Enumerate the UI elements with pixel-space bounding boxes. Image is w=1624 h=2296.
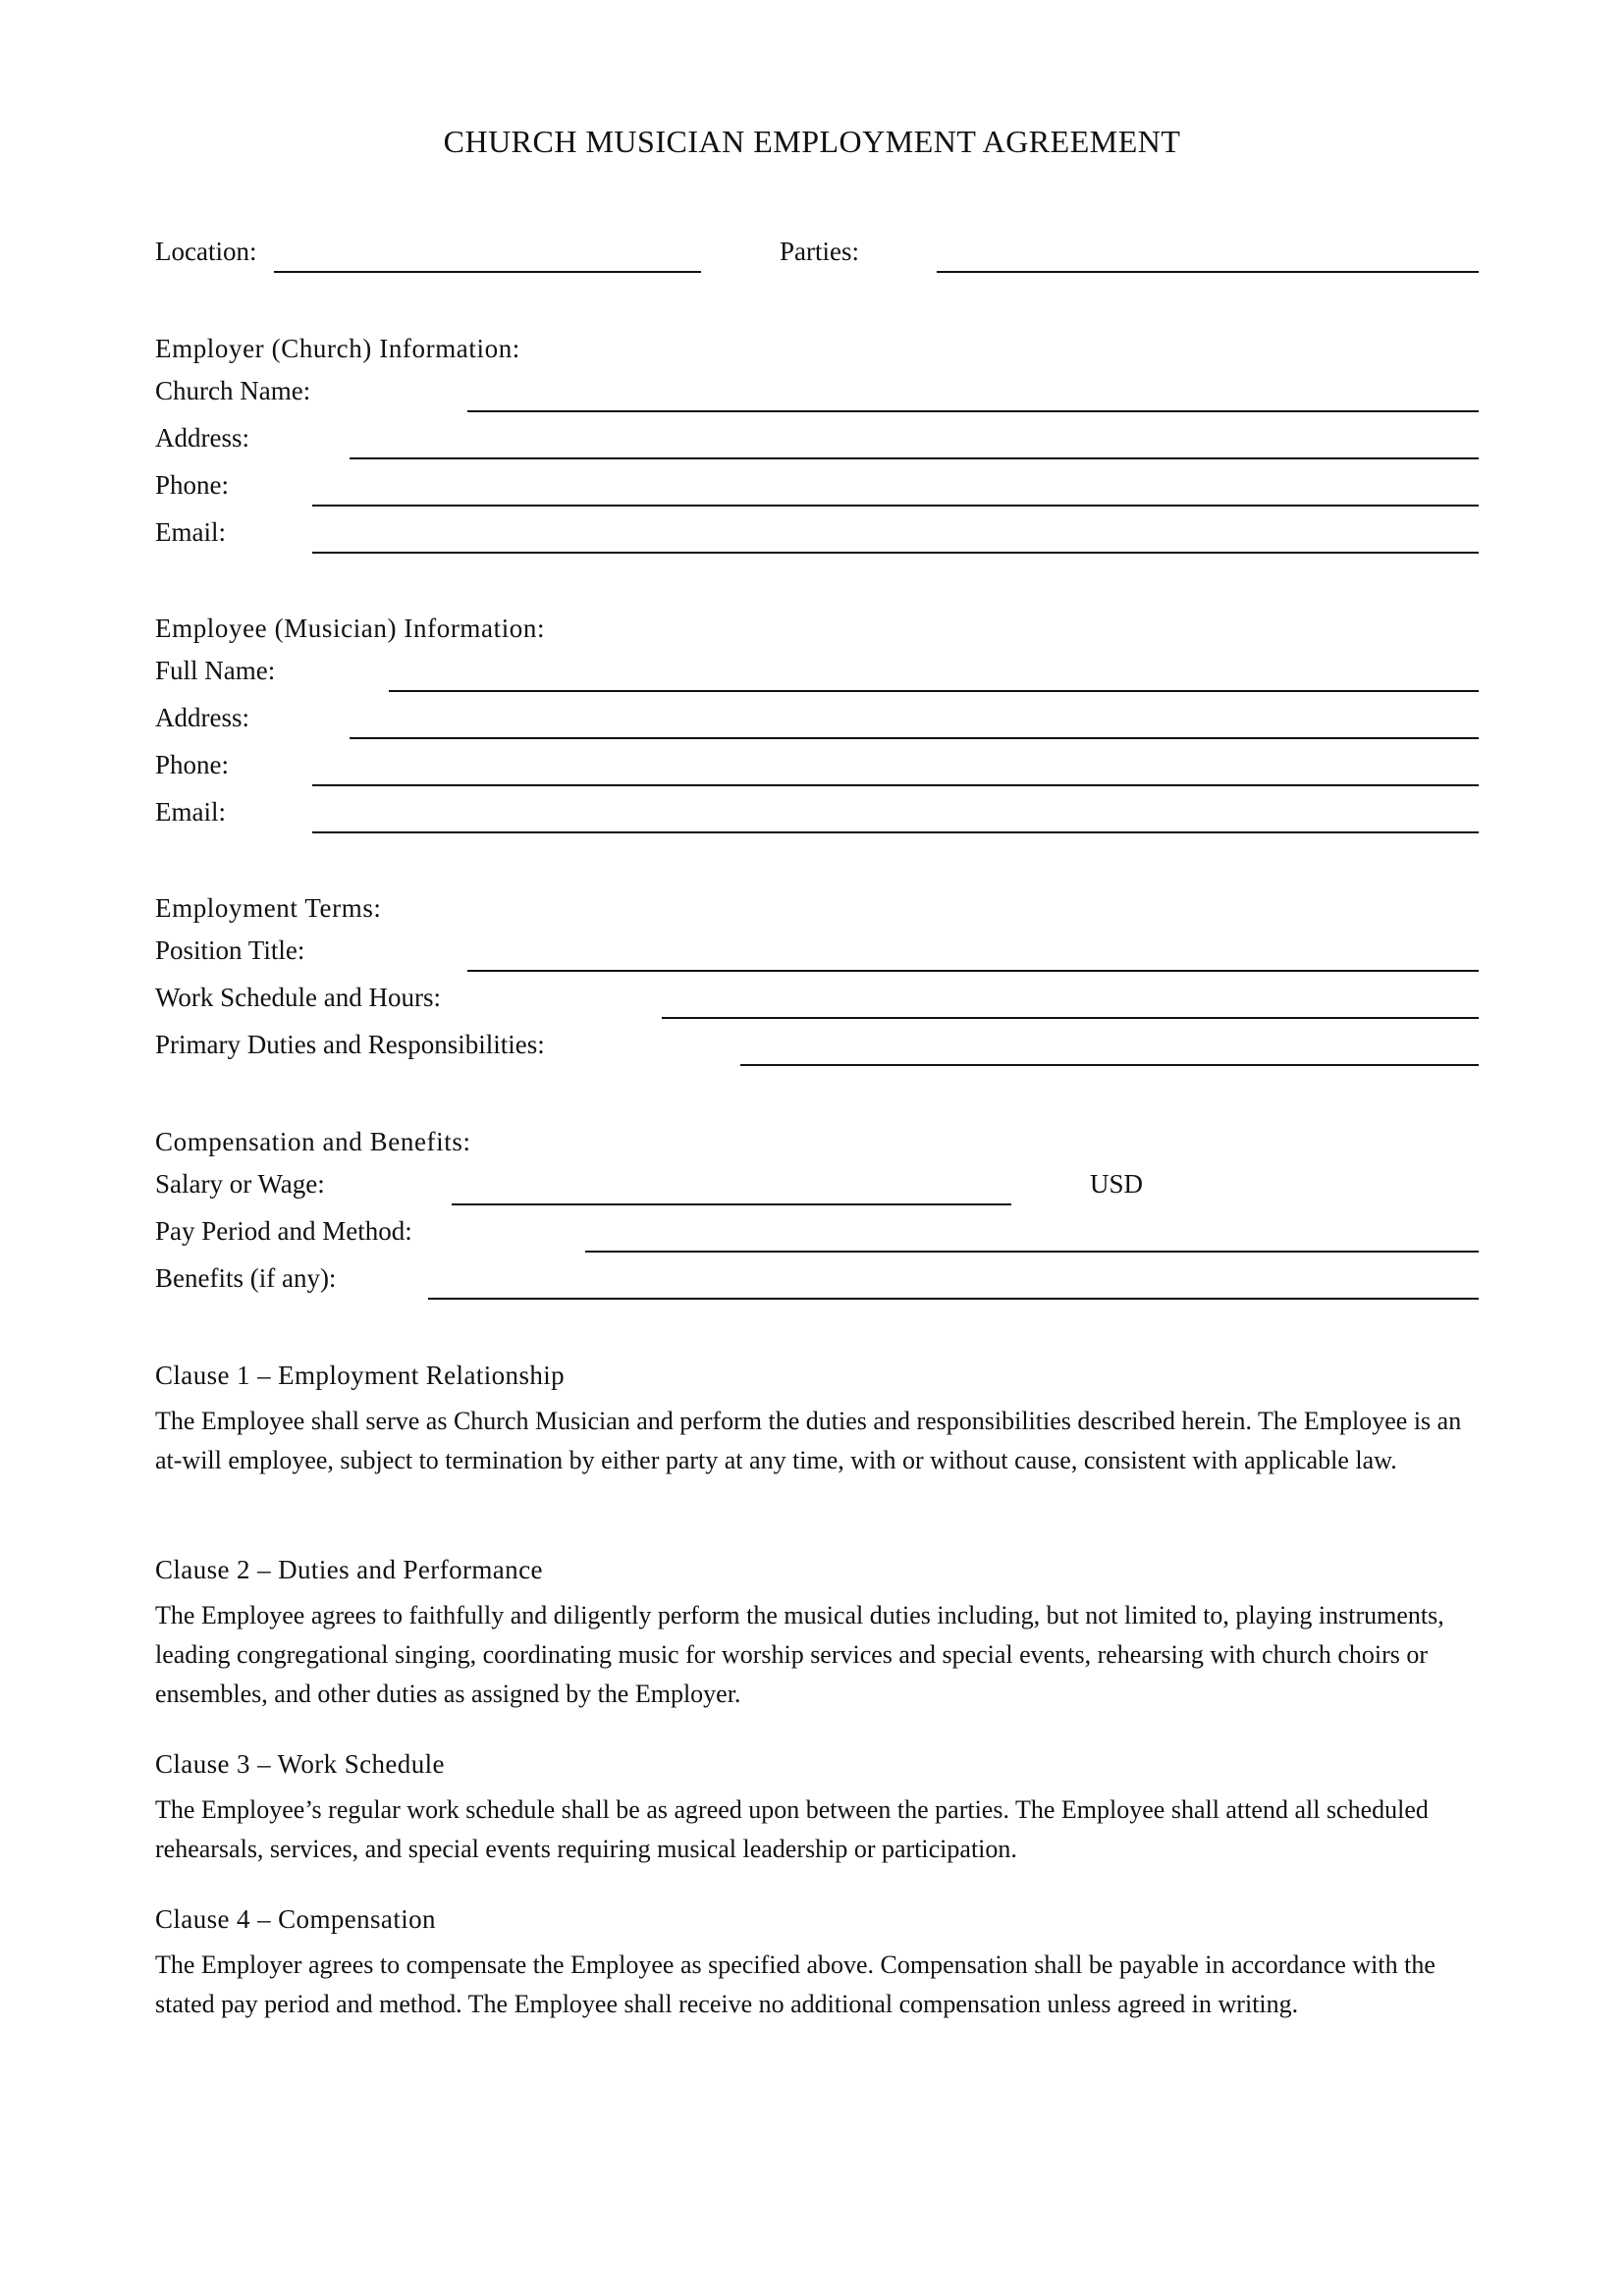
- employee-address-label: Address:: [155, 703, 249, 732]
- employee-email-row: [155, 794, 1479, 833]
- employee-phone-label: Phone:: [155, 750, 230, 779]
- benefits-field[interactable]: [428, 1298, 1479, 1300]
- clause-2-body: The Employee agrees to faithfully and diligently perform the musical duties including, but not limited to, playing instruments, leading congregational singing, coordinating music for worship services and special events, rehearsing with church choirs or ensembles, and other duties as assigned by the Employer.: [155, 1601, 1444, 1708]
- full-name-field[interactable]: [389, 690, 1479, 692]
- primary-duties-field[interactable]: [740, 1064, 1479, 1066]
- salary-label: Salary or Wage:: [155, 1169, 325, 1199]
- clause-1-title: Clause 1 – Employment Relationship: [155, 1361, 566, 1390]
- employer-heading: Employer (Church) Information:: [155, 334, 520, 363]
- employee-address-row: [155, 700, 1479, 739]
- employee-heading: Employee (Musician) Information:: [155, 614, 546, 643]
- primary-duties-row: [155, 1027, 1479, 1066]
- work-schedule-label: Work Schedule and Hours:: [155, 983, 442, 1012]
- terms-heading: Employment Terms:: [155, 893, 382, 923]
- pay-period-field[interactable]: [585, 1251, 1479, 1253]
- employee-email-field[interactable]: [312, 831, 1479, 833]
- work-schedule-field[interactable]: [662, 1017, 1479, 1019]
- employer-email-label: Email:: [155, 517, 226, 547]
- clause-4-body: The Employer agrees to compensate the Employee as specified above. Compensation shall be payable in accordance with the stated pay period and method. The Employee shall receive no additional compensation unless agreed in writing.: [155, 1950, 1435, 2018]
- employer-address-field[interactable]: [350, 457, 1479, 459]
- location-field[interactable]: [274, 271, 701, 273]
- employer-address-label: Address:: [155, 423, 249, 453]
- clause-3-body: The Employee’s regular work schedule shall be as agreed upon between the parties. The Employee shall attend all scheduled rehearsals, services, and special events requiring musical leadership or participation.: [155, 1795, 1429, 1863]
- location-parties-row: [155, 234, 1479, 273]
- currency-label: USD: [1090, 1169, 1144, 1199]
- employer-email-row: [155, 514, 1479, 554]
- primary-duties-label: Primary Duties and Responsibilities:: [155, 1030, 545, 1059]
- employer-email-field[interactable]: [312, 552, 1479, 554]
- parties-field[interactable]: [937, 271, 1479, 273]
- location-label: Location:: [155, 237, 257, 266]
- employer-phone-field[interactable]: [312, 505, 1479, 507]
- salary-field[interactable]: [452, 1203, 1011, 1205]
- employee-address-field[interactable]: [350, 737, 1479, 739]
- clause-1-body: The Employee shall serve as Church Musician and perform the duties and responsibilities described herein. The Employee is an at-will employee, subject to termination by either party at any time, with or without cause, consistent with applicable law.: [155, 1407, 1462, 1474]
- position-title-label: Position Title:: [155, 935, 305, 965]
- employer-address-row: [155, 420, 1479, 459]
- position-title-row: [155, 933, 1479, 972]
- document-title: CHURCH MUSICIAN EMPLOYMENT AGREEMENT: [443, 124, 1181, 159]
- church-name-field[interactable]: [467, 410, 1479, 412]
- pay-period-row: [155, 1213, 1479, 1253]
- employer-phone-label: Phone:: [155, 470, 230, 500]
- clause-2-title: Clause 2 – Duties and Performance: [155, 1555, 543, 1584]
- employee-phone-field[interactable]: [312, 784, 1479, 786]
- employee-email-label: Email:: [155, 797, 226, 827]
- work-schedule-row: [155, 980, 1479, 1019]
- clause-4-title: Clause 4 – Compensation: [155, 1904, 436, 1934]
- full-name-row: [155, 653, 1479, 692]
- salary-row: [155, 1166, 1479, 1205]
- position-title-field[interactable]: [467, 970, 1479, 972]
- benefits-row: [155, 1260, 1479, 1300]
- clause-3-title: Clause 3 – Work Schedule: [155, 1749, 445, 1779]
- benefits-label: Benefits (if any):: [155, 1263, 337, 1293]
- church-name-row: [155, 373, 1479, 412]
- employee-phone-row: [155, 747, 1479, 786]
- church-name-label: Church Name:: [155, 376, 311, 405]
- parties-label: Parties:: [780, 237, 859, 266]
- compensation-heading: Compensation and Benefits:: [155, 1127, 471, 1156]
- full-name-label: Full Name:: [155, 656, 276, 685]
- pay-period-label: Pay Period and Method:: [155, 1216, 412, 1246]
- employer-phone-row: [155, 467, 1479, 507]
